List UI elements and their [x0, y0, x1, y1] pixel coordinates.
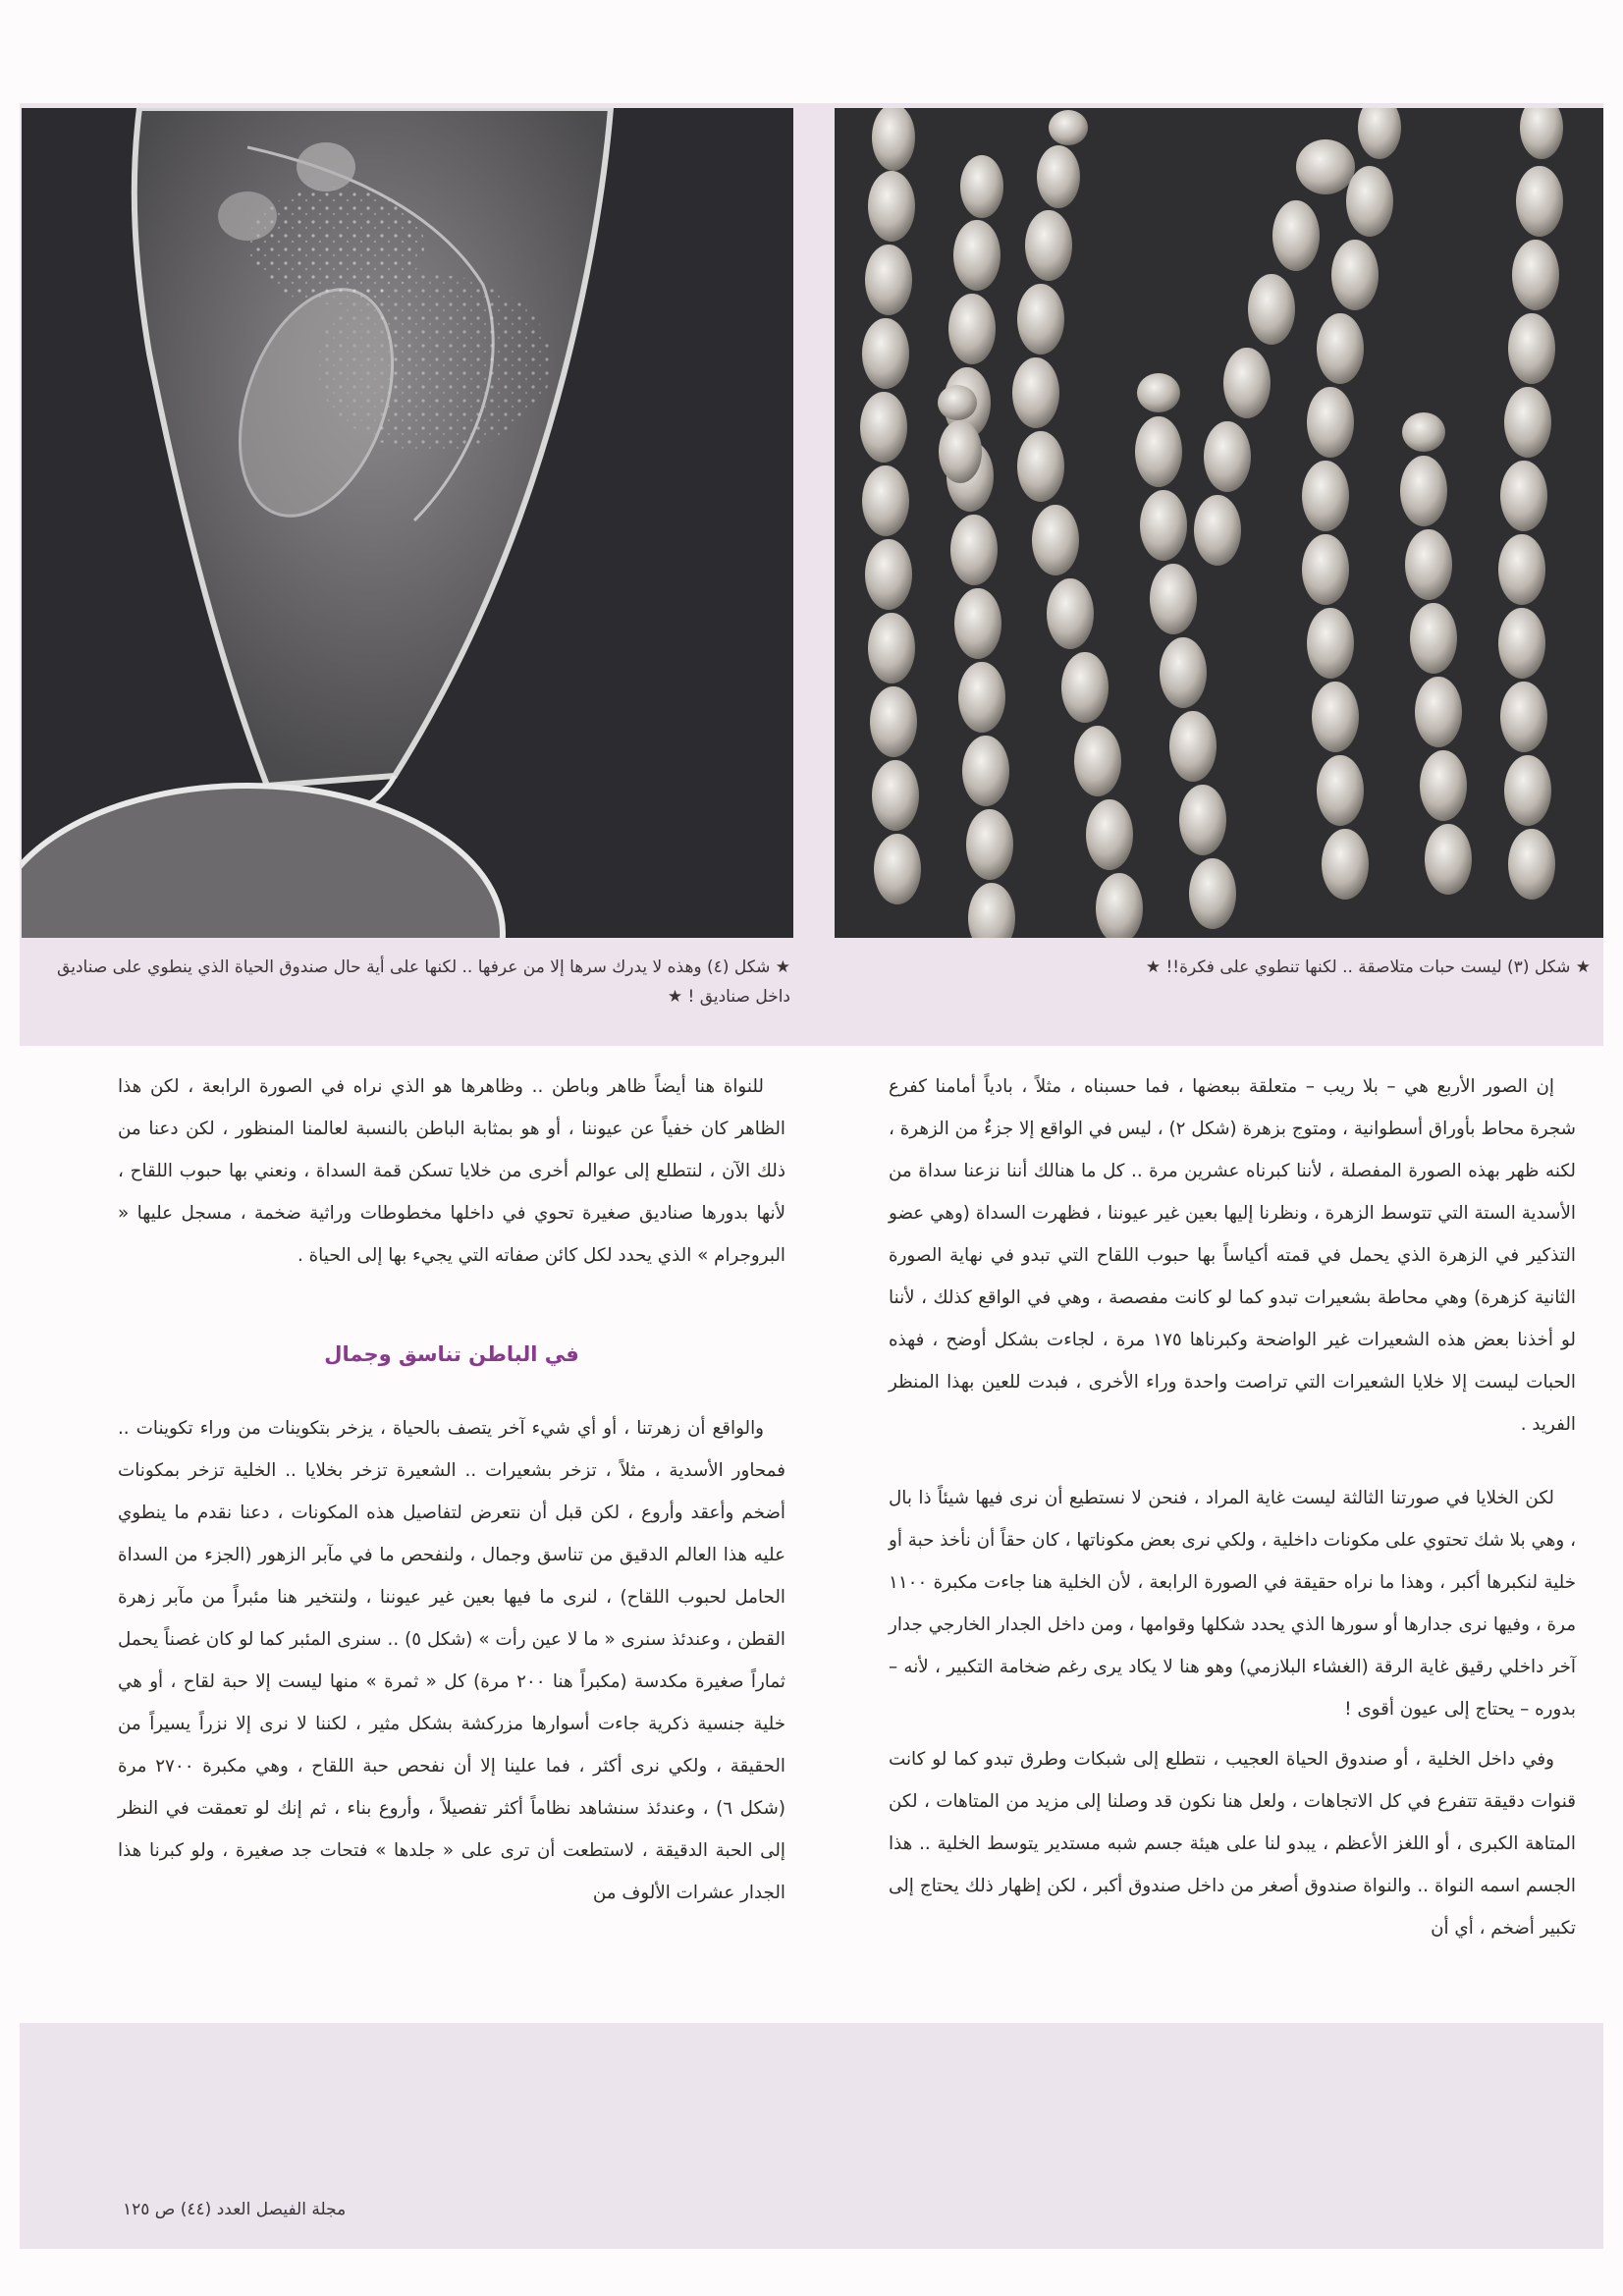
- figure-3-caption: ★ شكل (٣) ليست حبات متلاصقة .. لكنها تنطوي على فكرة!! ★: [1145, 957, 1591, 977]
- page-footer: مجلة الفيصل العدد (٤٤) ص ١٢٥: [123, 2200, 347, 2219]
- paragraph: للنواة هنا أيضاً ظاهر وباطن .. وظاهرها هو الذي نراه في الصورة الرابعة ، لكن هذا الظاهر كان خفياً عن عيوننا ، أو هو بمثابة الباطن بالنسبة لعالمنا المنظور ، لكن دعنا من ذلك الآن ، لنتطلع إلى عوالم أخرى من خلايا تسكن قمة السداة ، ونعني بها حبوب اللقاح ، لأنها بدورها صناديق صغيرة تحوي في داخلها مخطوطات وراثية ضخمة ، مسجل عليها « البروجرام » الذي يحدد لكل كائن صفاته التي يجيء بها إلى الحياة .: [118, 1076, 785, 1266]
- right-text-column: [889, 1066, 1576, 1949]
- left-text-column: [118, 1066, 785, 1914]
- section-heading: في الباطن تناسق وجمال: [324, 1342, 579, 1366]
- figure-4-caption: ★ شكل (٤) وهذه لا يدرك سرها إلا من عرفها .. لكنها على أية حال صندوق الحياة الذي ينطوي على صناديق داخل صناديق ! ★: [57, 957, 790, 1007]
- figure-3-photo: [835, 108, 1603, 938]
- paragraph: والواقع أن زهرتنا ، أو أي شيء آخر يتصف بالحياة ، يزخر بتكوينات من وراء تكوينات .. فمحاور الأسدية ، مثلاً ، تزخر بشعيرات .. الشعيرة تزخر بخلايا .. الخلية تزخر بمكونات أضخم وأعقد وأروع ، لكن قبل أن نتعرض لتفاصيل هذه المكونات ، دعنا نقدم ما ينطوي عليه هذا العالم الدقيق من تناسق وجمال ، ولنفحص ما في مآبر الزهور (الجزء من السداة الحامل لحبوب اللقاح) ، لنرى ما فيها بعين غير عيوننا ، ولنتخير هنا مئبراً من مآبر زهرة القطن ، وعندئذ سنرى « ما لا عين رأت » (شكل ٥) .. سنرى المئبر كما لو كان غصناً يحمل ثماراً صغيرة مكدسة (مكبراً هنا ٢٠٠ مرة) كل « ثمرة » منها ليست إلا حبة لقاح ، أو هي خلية جنسية ذكرية جاءت أسوارها مزركشة بشكل مثير ، لكننا لا نرى إلا نزراً يسيراً من الحقيقة ، ولكي نرى أكثر ، فما علينا إلا أن نفحص حبة اللقاح ، وهي مكبرة ٢٧٠٠ مرة (شكل ٦) ، وعندئذ سنشاهد نظاماً أكثر تفصيلاً ، وأروع بناء ، ثم إنك لو تعمقت في النظر إلى الحبة الدقيقة ، لاستطعت أن ترى على « جلدها » فتحات جد صغيرة ، ولو كبرنا هذا الجدار عشرات الألوف من: [118, 1418, 786, 1903]
- figure-4-photo: [22, 108, 793, 938]
- paragraph: لكن الخلايا في صورتنا الثالثة ليست غاية المراد ، فنحن لا نستطيع أن نرى فيها شيئاً ذا بال ، وهي بلا شك تحتوي على مكونات داخلية ، ولكي نرى بعض مكوناتها ، كان حقاً أن نأخذ حبة أو خلية لنكبرها أكبر ، وهذا ما نراه حقيقة في الصورة الرابعة ، لأن الخلية هنا جاءت مكبرة ١١٠٠ مرة ، وفيها نرى جدارها أو سورها الذي يحدد شكلها وقوامها ، ومن داخل الجدار الخارجي جدار آخر داخلي رقيق غاية الرقة (الغشاء البلازمي) وهو هنا لا يكاد يرى رغم ضخامة التكبير ، لأنه – بدوره – يحتاج إلى عيون أقوى !: [889, 1488, 1576, 1720]
- paragraph: وفي داخل الخلية ، أو صندوق الحياة العجيب ، نتطلع إلى شبكات وطرق تبدو كما لو كانت قنوات دقيقة تتفرع في كل الاتجاهات ، ولعل هنا نكون قد وصلنا إلى مزيد من المتاهات ، لكن المتاهة الكبرى ، أو اللغز الأعظم ، يبدو لنا على هيئة جسم شبه مستدير يتوسط الخلية .. هذا الجسم اسمه النواة .. والنواة صندوق أصغر من داخل صندوق أكبر ، لكن إظهار ذلك يحتاج إلى تكبير أضخم ، أي أن: [889, 1749, 1576, 1939]
- paragraph: إن الصور الأربع هي – بلا ريب – متعلقة ببعضها ، فما حسبناه ، مثلاً ، بادياً أمامنا كفرع شجرة محاط بأوراق أسطوانية ، ومتوج بزهرة (شكل ٢) ، ليس في الواقع إلا جزءٌ من الزهرة ، لكنه ظهر بهذه الصورة المفصلة ، لأننا كبرناه عشرين مرة .. كل ما هنالك أننا نزعنا سداة من الأسدية الستة التي تتوسط الزهرة ، ونظرنا إليها بعين غير عيوننا ، فظهرت السداة (وهي عضو التذكير في الزهرة الذي يحمل في قمته أكياساً بها حبوب اللقاح التي تبدو في نهاية الصورة الثانية كزهرة) وهي محاطة بشعيرات تبدو كما لو كانت مفصصة ، وهي في الواقع كذلك ، لأننا لو أخذنا بعض هذه الشعيرات غير الواضحة وكبرناها ١٧٥ مرة ، لجاءت بشكل أوضح ، فهذه الحبات ليست إلا خلايا الشعيرات التي تراصت واحدة وراء الأخرى ، فبدت للعين بهذا المنظر الفريد .: [889, 1076, 1576, 1435]
